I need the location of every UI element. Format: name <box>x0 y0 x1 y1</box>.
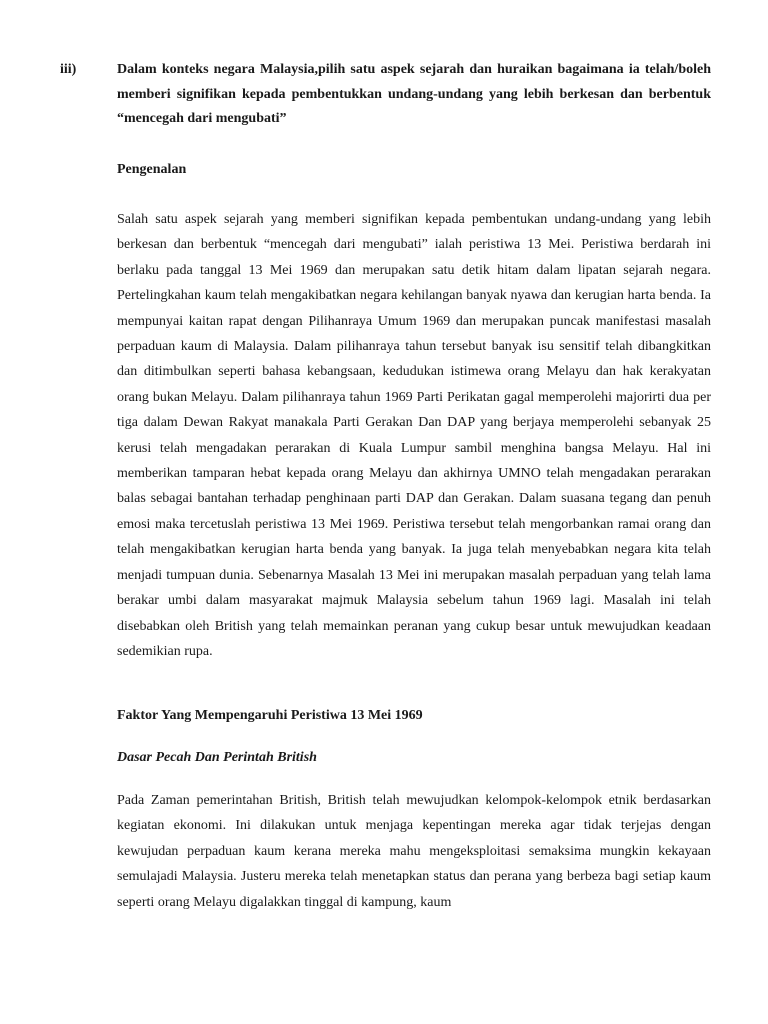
factors-paragraph: Pada Zaman pemerintahan British, British telah mewujudkan kelompok-kelompok etnik berdasarkan kegiatan ekonomi. Ini dilakukan untuk menjaga kepentingan mereka agar tidak terjejas dengan kewujudan perpaduan kaum kerana mereka mahu mengeksploitasi semaksima mungkin kekayaan semulajadi Malaysia. Justeru mereka telah menetapkan status dan perana yang berbeza bagi setiap kaum seperti orang Melayu digalakkan tinggal di kampung, kaum <box>117 793 711 910</box>
question-text: Dalam konteks negara Malaysia,pilih satu aspek sejarah dan huraikan bagaimana ia telah/boleh memberi signifikan kepada pembentukkan undang-undang yang lebih berkesan dan berbentuk “mencegah dari mengubati” <box>117 62 711 126</box>
intro-paragraph: Salah satu aspek sejarah yang memberi signifikan kepada pembentukan undang-undang yang lebih berkesan dan berbentuk “mencegah dari mengubati” ialah peristiwa 13 Mei. Peristiwa berdarah ini berlaku pada tanggal 13 Mei 1969 dan merupakan satu detik hitam dalam lipatan sejarah negara. Pertelingkahan kaum telah mengakibatkan negara kehilangan banyak nyawa dan kerugian harta benda. Ia mempunyai kaitan rapat dengan Pilihanraya Umum 1969 dan merupakan puncak manifestasi masalah perpaduan kaum di Malaysia. Dalam pilihanraya tahun tersebut banyak isu sensitif telah dibangkitkan dan ditimbulkan seperti bahasa kebangsaan, kedudukan istimewa orang Melayu dan hak kerakyatan orang bukan Melayu. Dalam pilihanraya tahun 1969 Parti Perikatan gagal memperolehi majorirti dua per tiga dalam Dewan Rakyat manakala Parti Gerakan Dan DAP yang berjaya memperolehi sebanyak 25 kerusi telah mengadakan perarakan di Kuala Lumpur sambil menghina bangsa Melayu. Hal ini memberikan tamparan hebat kepada orang Melayu dan akhirnya UMNO telah mengadakan perarakan balas sebagai bantahan terhadap penghinaan parti DAP dan Gerakan. Dalam suasana tegang dan penuh emosi maka tercetuslah peristiwa 13 Mei 1969. Peristiwa tersebut telah mengorbankan ramai orang dan telah mengakibatkan kerugian harta benda yang banyak. Ia juga telah menyebabkan negara kita telah menjadi tumpuan dunia. Sebenarnya Masalah 13 Mei ini merupakan masalah perpaduan yang telah lama berakar umbi dalam masyarakat majmuk Malaysia sebelum tahun 1969 lagi. Masalah ini telah disebabkan oleh British yang telah memainkan peranan yang cukup besar untuk mewujudkan keadaan sedemikian rupa. <box>117 212 711 659</box>
intro-heading: Pengenalan <box>117 162 187 177</box>
subheading-british-policy: Dasar Pecah Dan Perintah British <box>117 750 317 765</box>
question-number: iii) <box>60 62 77 77</box>
factors-heading: Faktor Yang Mempengaruhi Peristiwa 13 Mei 1969 <box>117 708 423 723</box>
